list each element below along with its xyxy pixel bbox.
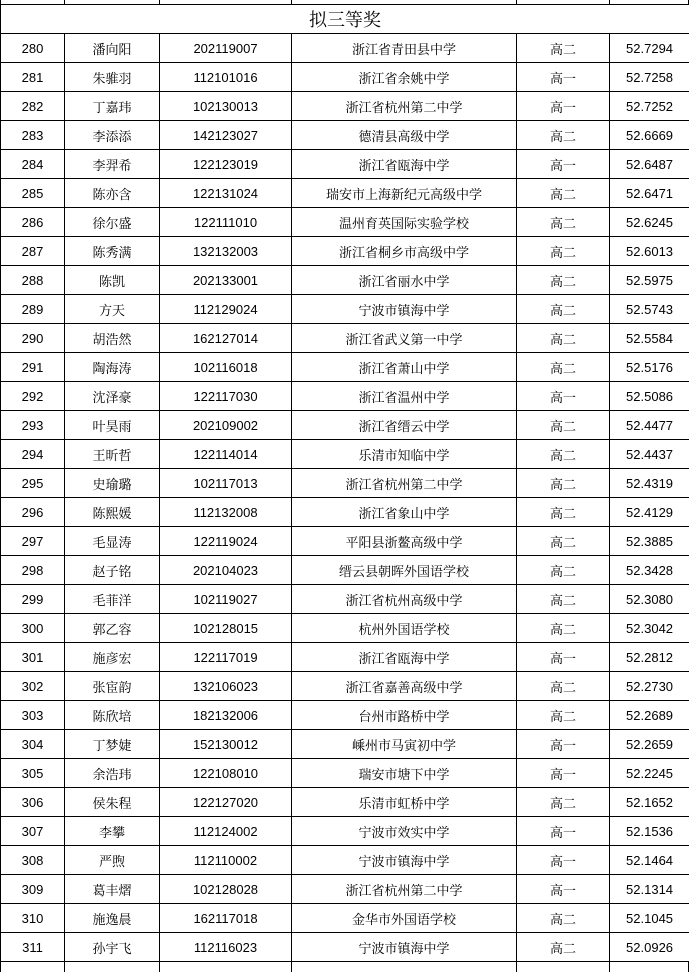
id-cell: 122111010 bbox=[160, 208, 292, 237]
score-cell: 52.6669 bbox=[610, 121, 689, 150]
grade-cell: 高二 bbox=[517, 208, 610, 237]
id-cell: 112110002 bbox=[160, 846, 292, 875]
rank-cell: 301 bbox=[1, 643, 65, 672]
id-cell: 112101016 bbox=[160, 63, 292, 92]
rank-cell: 281 bbox=[1, 63, 65, 92]
id-cell: 202133001 bbox=[160, 266, 292, 295]
school-cell: 浙江省桐乡市高级中学 bbox=[292, 237, 517, 266]
school-cell: 浙江省温州中学 bbox=[292, 382, 517, 411]
name-cell: 沈泽豪 bbox=[65, 382, 160, 411]
table-row bbox=[1, 788, 689, 817]
table-row bbox=[1, 382, 689, 411]
school-cell: 浙江省缙云中学 bbox=[292, 411, 517, 440]
rank-cell: 307 bbox=[1, 817, 65, 846]
name-cell: 李攀 bbox=[65, 817, 160, 846]
table-row bbox=[1, 933, 689, 962]
id-cell: 202109002 bbox=[160, 411, 292, 440]
id-cell: 122127020 bbox=[160, 788, 292, 817]
score-cell: 52.2812 bbox=[610, 643, 689, 672]
id-cell: 122117019 bbox=[160, 643, 292, 672]
rank-cell: 286 bbox=[1, 208, 65, 237]
id-cell: 112116023 bbox=[160, 933, 292, 962]
score-cell: 52.6487 bbox=[610, 150, 689, 179]
id-cell: 162117018 bbox=[160, 904, 292, 933]
grade-cell: 高一 bbox=[517, 817, 610, 846]
name-cell: 陈凯 bbox=[65, 266, 160, 295]
name-cell: 陈熙媛 bbox=[65, 498, 160, 527]
score-cell: 52.5743 bbox=[610, 295, 689, 324]
table-row bbox=[1, 63, 689, 92]
score-cell: 52.4477 bbox=[610, 411, 689, 440]
school-cell: 瑞安市塘下中学 bbox=[292, 759, 517, 788]
table-row bbox=[1, 353, 689, 382]
school-cell: 嵊州市马寅初中学 bbox=[292, 730, 517, 759]
next-page-edge bbox=[0, 962, 689, 972]
table-row bbox=[1, 643, 689, 672]
grade-cell: 高二 bbox=[517, 498, 610, 527]
name-cell: 朱骓羽 bbox=[65, 63, 160, 92]
score-cell: 52.5086 bbox=[610, 382, 689, 411]
school-cell: 浙江省杭州第二中学 bbox=[292, 469, 517, 498]
name-cell: 王昕哲 bbox=[65, 440, 160, 469]
table-row bbox=[1, 411, 689, 440]
rank-cell: 302 bbox=[1, 672, 65, 701]
score-cell: 52.5176 bbox=[610, 353, 689, 382]
score-cell: 52.4319 bbox=[610, 469, 689, 498]
id-cell: 102116018 bbox=[160, 353, 292, 382]
grade-cell: 高二 bbox=[517, 121, 610, 150]
score-cell: 52.3080 bbox=[610, 585, 689, 614]
grade-cell: 高二 bbox=[517, 34, 610, 63]
name-cell: 毛菲洋 bbox=[65, 585, 160, 614]
table-row bbox=[1, 121, 689, 150]
grade-cell: 高二 bbox=[517, 614, 610, 643]
school-cell: 浙江省杭州第二中学 bbox=[292, 92, 517, 121]
score-cell: 52.2730 bbox=[610, 672, 689, 701]
score-cell: 52.6013 bbox=[610, 237, 689, 266]
score-cell: 52.1045 bbox=[610, 904, 689, 933]
rank-cell: 309 bbox=[1, 875, 65, 904]
score-cell: 52.4437 bbox=[610, 440, 689, 469]
name-cell: 陈秀满 bbox=[65, 237, 160, 266]
id-cell: 202104023 bbox=[160, 556, 292, 585]
table-row bbox=[1, 237, 689, 266]
id-cell: 132106023 bbox=[160, 672, 292, 701]
grade-cell: 高一 bbox=[517, 759, 610, 788]
name-cell: 施逸晨 bbox=[65, 904, 160, 933]
score-cell: 52.7294 bbox=[610, 34, 689, 63]
grade-cell: 高一 bbox=[517, 150, 610, 179]
rank-cell: 298 bbox=[1, 556, 65, 585]
id-cell: 122123019 bbox=[160, 150, 292, 179]
name-cell: 张宦韵 bbox=[65, 672, 160, 701]
award-table bbox=[0, 4, 689, 962]
name-cell: 李添添 bbox=[65, 121, 160, 150]
rank-cell: 311 bbox=[1, 933, 65, 962]
table-row bbox=[1, 266, 689, 295]
name-cell: 葛丰熠 bbox=[65, 875, 160, 904]
score-cell: 52.1314 bbox=[610, 875, 689, 904]
school-cell: 金华市外国语学校 bbox=[292, 904, 517, 933]
school-cell: 浙江省青田县中学 bbox=[292, 34, 517, 63]
rank-cell: 285 bbox=[1, 179, 65, 208]
name-cell: 陈欣培 bbox=[65, 701, 160, 730]
name-cell: 侯朱程 bbox=[65, 788, 160, 817]
rank-cell: 300 bbox=[1, 614, 65, 643]
table-row bbox=[1, 904, 689, 933]
score-cell: 52.4129 bbox=[610, 498, 689, 527]
school-cell: 瑞安市上海新纪元高级中学 bbox=[292, 179, 517, 208]
grade-cell: 高二 bbox=[517, 672, 610, 701]
id-cell: 102130013 bbox=[160, 92, 292, 121]
score-cell: 52.2245 bbox=[610, 759, 689, 788]
name-cell: 孙宇飞 bbox=[65, 933, 160, 962]
name-cell: 胡浩然 bbox=[65, 324, 160, 353]
table-row bbox=[1, 701, 689, 730]
id-cell: 142123027 bbox=[160, 121, 292, 150]
school-cell: 浙江省象山中学 bbox=[292, 498, 517, 527]
id-cell: 102119027 bbox=[160, 585, 292, 614]
table-row bbox=[1, 846, 689, 875]
school-cell: 德清县高级中学 bbox=[292, 121, 517, 150]
rank-cell: 284 bbox=[1, 150, 65, 179]
rank-cell: 283 bbox=[1, 121, 65, 150]
table-row bbox=[1, 527, 689, 556]
name-cell: 史瑜璐 bbox=[65, 469, 160, 498]
id-cell: 152130012 bbox=[160, 730, 292, 759]
table-row bbox=[1, 585, 689, 614]
rank-cell: 292 bbox=[1, 382, 65, 411]
grade-cell: 高二 bbox=[517, 266, 610, 295]
grade-cell: 高一 bbox=[517, 730, 610, 759]
rank-cell: 287 bbox=[1, 237, 65, 266]
name-cell: 余浩玮 bbox=[65, 759, 160, 788]
score-cell: 52.5975 bbox=[610, 266, 689, 295]
rank-cell: 310 bbox=[1, 904, 65, 933]
id-cell: 122108010 bbox=[160, 759, 292, 788]
rank-cell: 289 bbox=[1, 295, 65, 324]
school-cell: 温州育英国际实验学校 bbox=[292, 208, 517, 237]
grade-cell: 高二 bbox=[517, 701, 610, 730]
name-cell: 丁梦婕 bbox=[65, 730, 160, 759]
table-row bbox=[1, 730, 689, 759]
id-cell: 112132008 bbox=[160, 498, 292, 527]
rank-cell: 288 bbox=[1, 266, 65, 295]
id-cell: 122114014 bbox=[160, 440, 292, 469]
score-cell: 52.6471 bbox=[610, 179, 689, 208]
id-cell: 122119024 bbox=[160, 527, 292, 556]
school-cell: 乐清市虹桥中学 bbox=[292, 788, 517, 817]
id-cell: 112129024 bbox=[160, 295, 292, 324]
score-cell: 52.5584 bbox=[610, 324, 689, 353]
grade-cell: 高二 bbox=[517, 585, 610, 614]
id-cell: 202119007 bbox=[160, 34, 292, 63]
table-row bbox=[1, 92, 689, 121]
score-cell: 52.0926 bbox=[610, 933, 689, 962]
grade-cell: 高一 bbox=[517, 846, 610, 875]
rank-cell: 308 bbox=[1, 846, 65, 875]
table-row bbox=[1, 208, 689, 237]
id-cell: 122131024 bbox=[160, 179, 292, 208]
school-cell: 浙江省瓯海中学 bbox=[292, 643, 517, 672]
school-cell: 浙江省余姚中学 bbox=[292, 63, 517, 92]
school-cell: 浙江省杭州高级中学 bbox=[292, 585, 517, 614]
rank-cell: 294 bbox=[1, 440, 65, 469]
grade-cell: 高一 bbox=[517, 63, 610, 92]
id-cell: 102128015 bbox=[160, 614, 292, 643]
score-cell: 52.2689 bbox=[610, 701, 689, 730]
score-cell: 52.3885 bbox=[610, 527, 689, 556]
previous-page-edge bbox=[0, 0, 689, 4]
grade-cell: 高二 bbox=[517, 556, 610, 585]
school-cell: 宁波市镇海中学 bbox=[292, 846, 517, 875]
name-cell: 赵子铭 bbox=[65, 556, 160, 585]
rank-cell: 280 bbox=[1, 34, 65, 63]
name-cell: 陈亦含 bbox=[65, 179, 160, 208]
table-row bbox=[1, 440, 689, 469]
rank-cell: 306 bbox=[1, 788, 65, 817]
score-cell: 52.3428 bbox=[610, 556, 689, 585]
name-cell: 郭乙容 bbox=[65, 614, 160, 643]
grade-cell: 高二 bbox=[517, 237, 610, 266]
grade-cell: 高二 bbox=[517, 179, 610, 208]
table-row bbox=[1, 614, 689, 643]
table-row bbox=[1, 759, 689, 788]
school-cell: 浙江省杭州第二中学 bbox=[292, 875, 517, 904]
grade-cell: 高二 bbox=[517, 933, 610, 962]
score-cell: 52.1536 bbox=[610, 817, 689, 846]
grade-cell: 高二 bbox=[517, 411, 610, 440]
score-cell: 52.1464 bbox=[610, 846, 689, 875]
section-title: 拟三等奖 bbox=[1, 5, 689, 34]
table-row bbox=[1, 817, 689, 846]
score-cell: 52.1652 bbox=[610, 788, 689, 817]
id-cell: 102117013 bbox=[160, 469, 292, 498]
rank-cell: 296 bbox=[1, 498, 65, 527]
grade-cell: 高一 bbox=[517, 643, 610, 672]
name-cell: 潘向阳 bbox=[65, 34, 160, 63]
table-row bbox=[1, 672, 689, 701]
score-cell: 52.3042 bbox=[610, 614, 689, 643]
name-cell: 方天 bbox=[65, 295, 160, 324]
name-cell: 严煦 bbox=[65, 846, 160, 875]
name-cell: 李羿希 bbox=[65, 150, 160, 179]
name-cell: 毛显涛 bbox=[65, 527, 160, 556]
name-cell: 徐尔盛 bbox=[65, 208, 160, 237]
id-cell: 132132003 bbox=[160, 237, 292, 266]
school-cell: 宁波市效实中学 bbox=[292, 817, 517, 846]
school-cell: 缙云县朝晖外国语学校 bbox=[292, 556, 517, 585]
school-cell: 宁波市镇海中学 bbox=[292, 295, 517, 324]
grade-cell: 高二 bbox=[517, 527, 610, 556]
grade-cell: 高二 bbox=[517, 904, 610, 933]
school-cell: 乐清市知临中学 bbox=[292, 440, 517, 469]
rank-cell: 291 bbox=[1, 353, 65, 382]
grade-cell: 高二 bbox=[517, 440, 610, 469]
score-cell: 52.2659 bbox=[610, 730, 689, 759]
table-row bbox=[1, 875, 689, 904]
table-row bbox=[1, 179, 689, 208]
table-row bbox=[1, 469, 689, 498]
rank-cell: 282 bbox=[1, 92, 65, 121]
name-cell: 陶海涛 bbox=[65, 353, 160, 382]
grade-cell: 高二 bbox=[517, 295, 610, 324]
rank-cell: 290 bbox=[1, 324, 65, 353]
id-cell: 182132006 bbox=[160, 701, 292, 730]
table-row bbox=[1, 150, 689, 179]
table-row bbox=[1, 34, 689, 63]
school-cell: 浙江省萧山中学 bbox=[292, 353, 517, 382]
table-row bbox=[1, 295, 689, 324]
id-cell: 122117030 bbox=[160, 382, 292, 411]
school-cell: 浙江省嘉善高级中学 bbox=[292, 672, 517, 701]
grade-cell: 高一 bbox=[517, 382, 610, 411]
school-cell: 杭州外国语学校 bbox=[292, 614, 517, 643]
school-cell: 浙江省瓯海中学 bbox=[292, 150, 517, 179]
score-cell: 52.7258 bbox=[610, 63, 689, 92]
id-cell: 112124002 bbox=[160, 817, 292, 846]
school-cell: 宁波市镇海中学 bbox=[292, 933, 517, 962]
section-title-row bbox=[1, 5, 689, 34]
school-cell: 浙江省丽水中学 bbox=[292, 266, 517, 295]
school-cell: 浙江省武义第一中学 bbox=[292, 324, 517, 353]
id-cell: 162127014 bbox=[160, 324, 292, 353]
rank-cell: 297 bbox=[1, 527, 65, 556]
name-cell: 叶昊雨 bbox=[65, 411, 160, 440]
table-row bbox=[1, 498, 689, 527]
rank-cell: 304 bbox=[1, 730, 65, 759]
grade-cell: 高二 bbox=[517, 324, 610, 353]
table-row bbox=[1, 324, 689, 353]
id-cell: 102128028 bbox=[160, 875, 292, 904]
school-cell: 平阳县浙鳌高级中学 bbox=[292, 527, 517, 556]
school-cell: 台州市路桥中学 bbox=[292, 701, 517, 730]
table-row bbox=[1, 556, 689, 585]
grade-cell: 高一 bbox=[517, 92, 610, 121]
name-cell: 丁嘉玮 bbox=[65, 92, 160, 121]
rank-cell: 295 bbox=[1, 469, 65, 498]
name-cell: 施彦宏 bbox=[65, 643, 160, 672]
grade-cell: 高二 bbox=[517, 353, 610, 382]
grade-cell: 高二 bbox=[517, 469, 610, 498]
rank-cell: 293 bbox=[1, 411, 65, 440]
rank-cell: 305 bbox=[1, 759, 65, 788]
grade-cell: 高二 bbox=[517, 788, 610, 817]
rank-cell: 303 bbox=[1, 701, 65, 730]
rank-cell: 299 bbox=[1, 585, 65, 614]
grade-cell: 高一 bbox=[517, 875, 610, 904]
score-cell: 52.6245 bbox=[610, 208, 689, 237]
score-cell: 52.7252 bbox=[610, 92, 689, 121]
